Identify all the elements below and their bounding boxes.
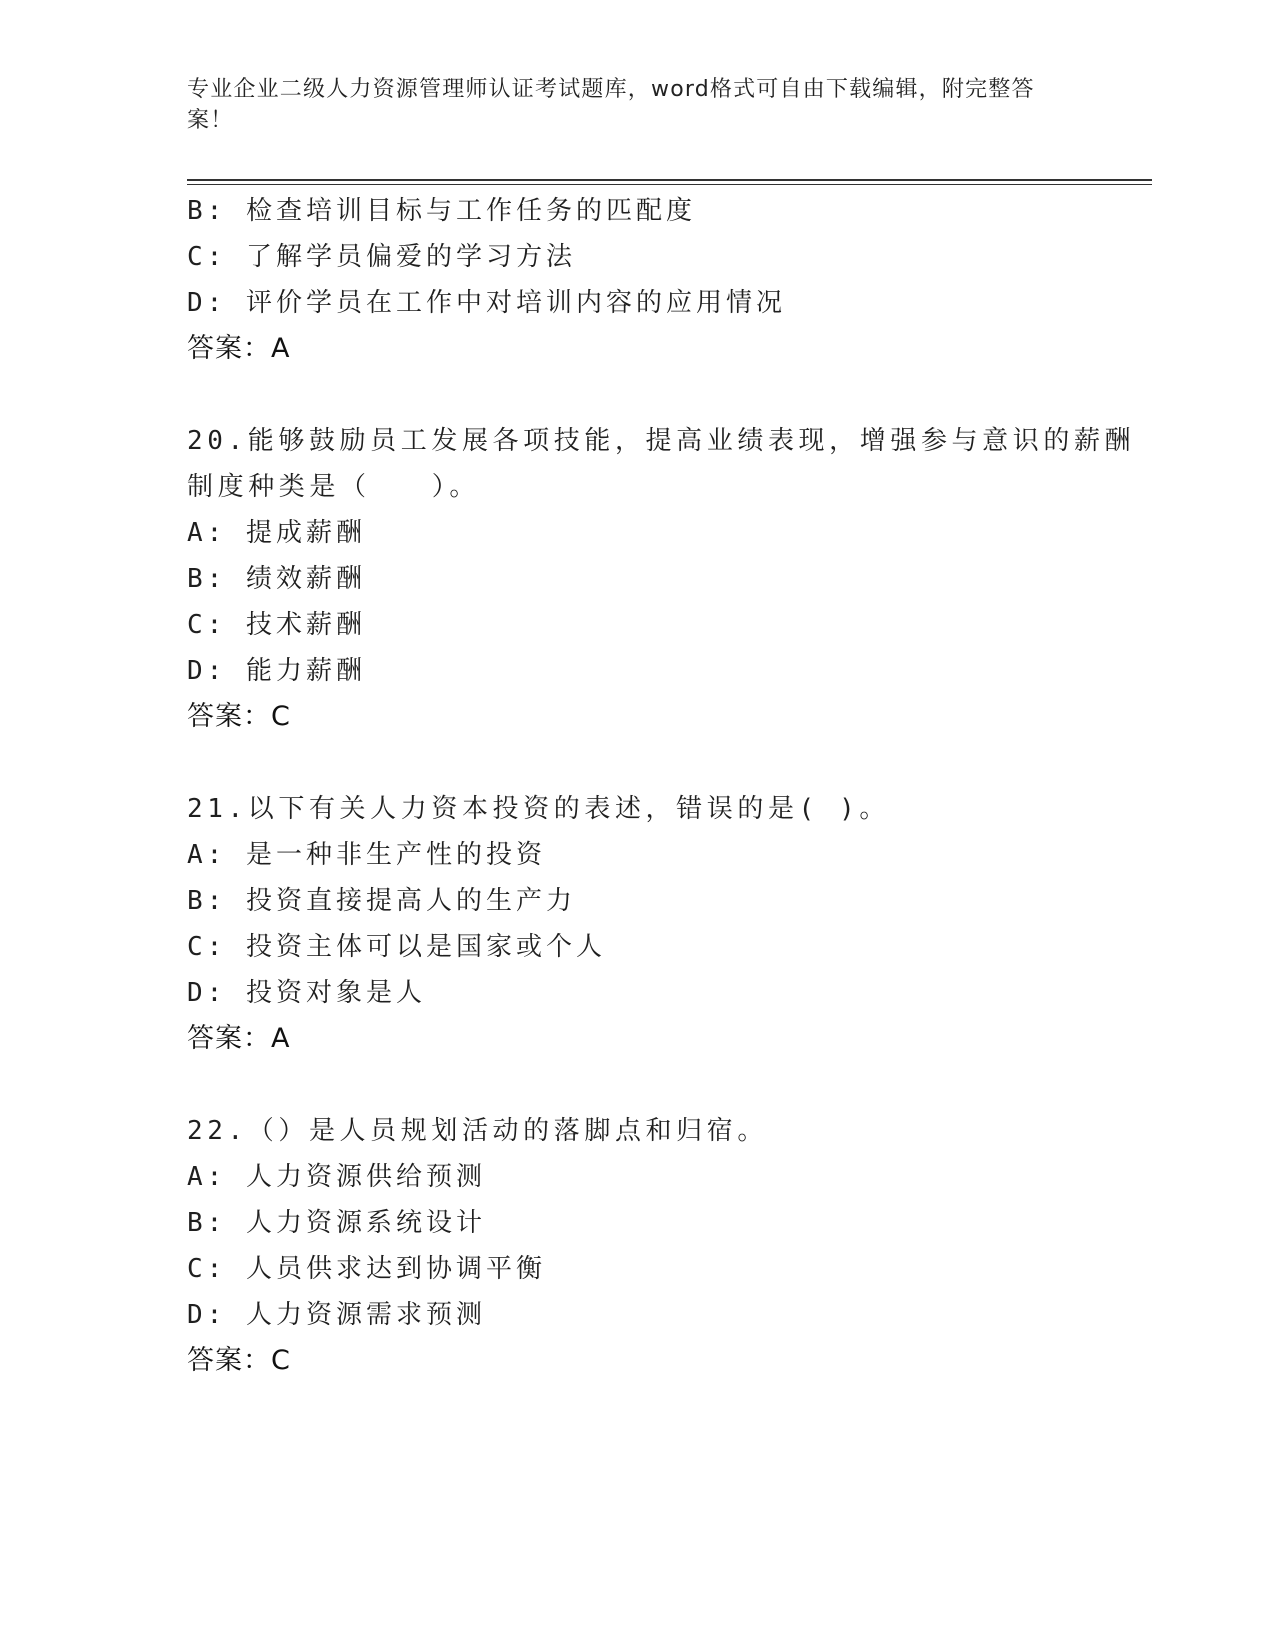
option-c: C: 技术薪酬 <box>187 610 366 640</box>
option-c: C: 投资主体可以是国家或个人 <box>187 932 606 962</box>
question-continued <box>187 188 1087 372</box>
answer-line: 答案：A <box>187 1023 291 1054</box>
option-c: C: 人员供求达到协调平衡 <box>187 1254 546 1284</box>
answer-line: 答案：A <box>187 333 291 364</box>
question-20 <box>187 418 1136 740</box>
question-stem: 20.能够鼓励员工发展各项技能，提高业绩表现，增强参与意识的薪酬 <box>187 426 1136 456</box>
question-stem: 22.（）是人员规划活动的落脚点和归宿。 <box>187 1116 768 1146</box>
option-d: D: 评价学员在工作中对培训内容的应用情况 <box>187 288 786 318</box>
question-22 <box>187 1108 1087 1384</box>
answer-line: 答案：C <box>187 1345 291 1376</box>
header-divider-thin <box>187 184 1152 185</box>
option-d: D: 人力资源需求预测 <box>187 1300 486 1330</box>
option-a: A: 是一种非生产性的投资 <box>187 840 546 870</box>
option-b: B: 绩效薪酬 <box>187 564 366 594</box>
option-d: D: 能力薪酬 <box>187 656 366 686</box>
answer-line: 答案：C <box>187 701 291 732</box>
question-stem-continued: 制度种类是（ ）。 <box>187 472 481 502</box>
option-a: A: 提成薪酬 <box>187 518 366 548</box>
option-d: D: 投资对象是人 <box>187 978 426 1008</box>
header-divider-thick <box>187 179 1152 181</box>
question-21 <box>187 786 1087 1062</box>
option-a: A: 人力资源供给预测 <box>187 1162 486 1192</box>
option-c: C: 了解学员偏爱的学习方法 <box>187 242 576 272</box>
option-b: B: 检查培训目标与工作任务的匹配度 <box>187 196 696 226</box>
question-stem: 21.以下有关人力资本投资的表述，错误的是( )。 <box>187 794 890 824</box>
option-b: B: 人力资源系统设计 <box>187 1208 486 1238</box>
option-b: B: 投资直接提高人的生产力 <box>187 886 576 916</box>
document-header: 专业企业二级人力资源管理师认证考试题库，word格式可自由下载编辑，附完整答案！ <box>187 77 1035 133</box>
question-list <box>187 188 1136 1384</box>
